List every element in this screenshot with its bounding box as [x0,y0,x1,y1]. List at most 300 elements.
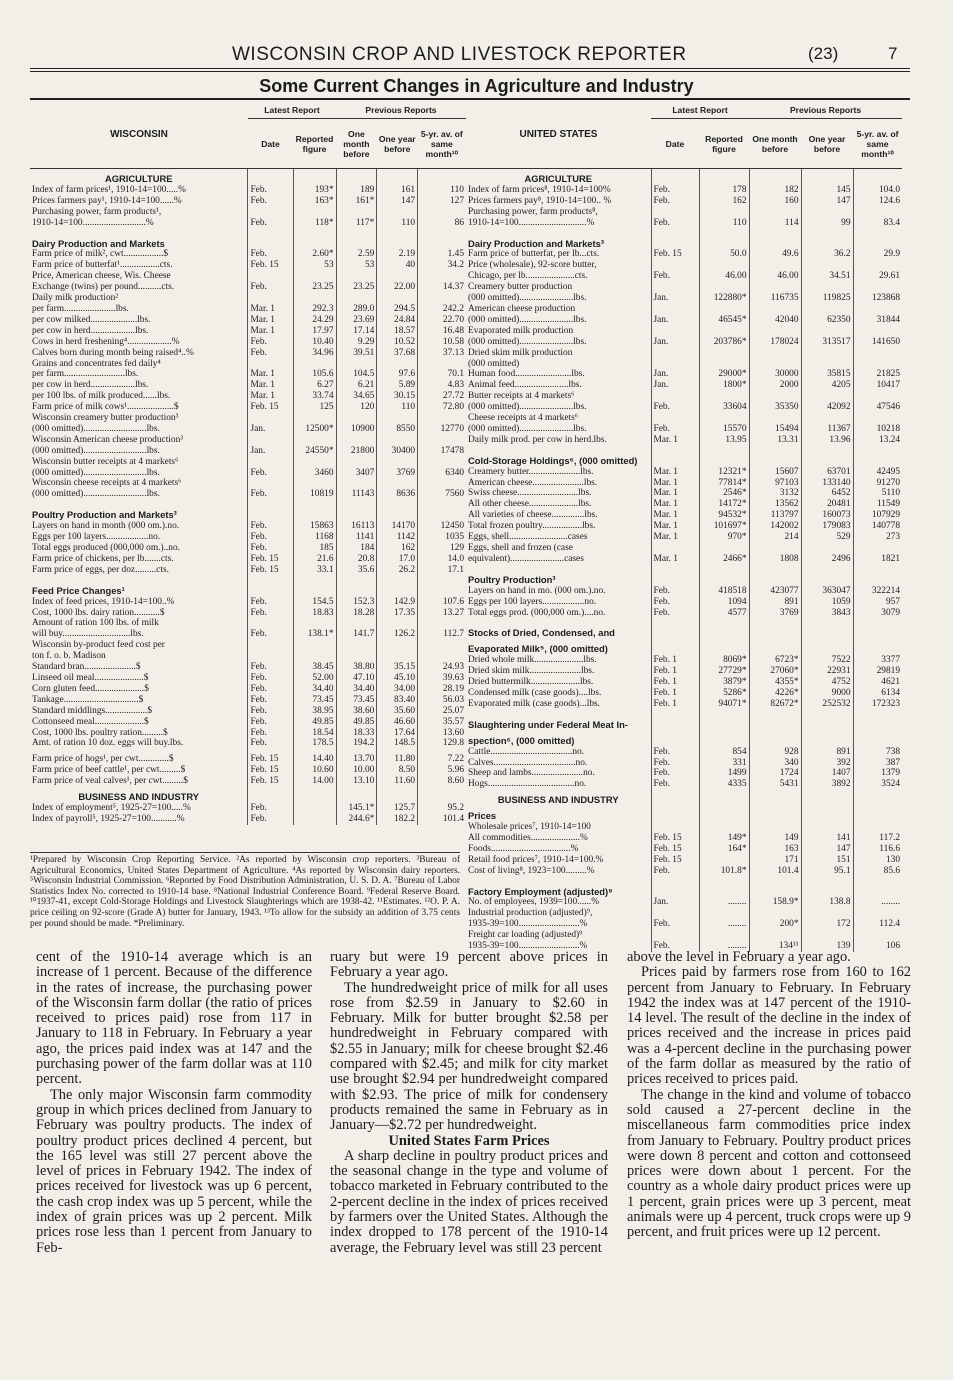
date-cell: Mar. 1 [651,499,699,510]
one-year-cell [377,169,418,185]
row-label: (000 omitted).......................lbs. [468,314,587,325]
one-year-cell: 24.84 [377,315,418,326]
row-label: will buy.............................lbs. [32,629,144,640]
reported-cell: 18.54 [293,728,336,739]
reported-cell: 970* [699,532,749,543]
table-row [466,326,902,337]
reported-cell [699,639,749,655]
one-year-cell [801,908,853,919]
reported-cell [293,803,336,814]
five-year-cell [853,543,902,554]
five-year-cell: 31844 [853,315,902,326]
five-year-cell [418,413,466,424]
row-label: Foods..................................% [468,843,579,854]
five-year-cell: 29.9 [853,249,902,260]
one-year-cell: 9000 [801,688,853,699]
table-row [30,457,466,468]
one-year-cell: 313517 [801,337,853,348]
five-year-cell: 1.45 [418,249,466,260]
row-label: Index of feed prices, 1910-14=100..% [32,596,175,607]
row-label: per farm..........................lbs. [32,369,139,380]
five-year-cell: 107929 [853,510,902,521]
reported-cell: 24.29 [293,315,336,326]
reported-cell [699,543,749,554]
five-year-cell [853,207,902,218]
reported-cell: 14.00 [293,776,336,787]
table-row [466,185,902,196]
five-year-cell: 14.0 [418,554,466,565]
date-cell [651,543,699,554]
date-cell: Feb. [248,348,293,359]
row-label: (000 omitted).......................lbs. [468,293,587,304]
one-year-cell: 5.89 [377,380,418,391]
five-year-cell: 6340 [418,468,466,479]
one-month-cell: 46.00 [749,271,801,282]
date-cell: Feb. 1 [651,655,699,666]
five-year-cell: 124.6 [853,196,902,207]
one-month-cell [749,260,801,271]
row-label: Dried skim milk production [468,347,573,358]
row-label: (000 omitted)...........................lbs. [32,445,160,456]
reported-cell: 163* [293,196,336,207]
five-year-cell [853,790,902,806]
one-year-cell: 35.15 [377,662,418,673]
one-year-cell: 392 [801,758,853,769]
row-label: (000 omitted)...........................lbs. [32,489,160,500]
one-month-cell: 13.70 [336,754,377,765]
date-cell [651,260,699,271]
reported-cell: 34.40 [293,684,336,695]
table-row [466,919,902,930]
one-month-cell: 82672* [749,699,801,710]
five-year-cell [853,282,902,293]
reported-cell [699,623,749,639]
row-label: Farm price of veal calves¹, per cwt.........$ [32,776,188,787]
one-month-cell [749,930,801,941]
one-month-cell: 6723* [749,655,801,666]
header-rule-2 [30,71,910,72]
table-row [30,304,466,315]
one-month-cell: 9.29 [336,337,377,348]
one-year-cell: 126.2 [377,629,418,640]
five-year-cell: 127 [418,196,466,207]
section-heading: AGRICULTURE [524,173,593,184]
row-label: Prices farmers pay⁸, 1910-14=100.. % [468,195,612,206]
section-heading: Evaporated Milk⁵, (000 omitted) [468,643,608,655]
reported-cell: 3460 [293,468,336,479]
row-label: Farm price of butterfat, per lb...cts. [468,249,600,260]
table-row [30,218,466,229]
one-month-cell [749,282,801,293]
reported-cell: 125 [293,402,336,413]
row-label: Total eggs prod. (000,000 om.)....no. [468,607,606,618]
row-label: Condensed milk (case goods)....lbs. [468,687,602,698]
five-year-cell: 129 [418,543,466,554]
date-cell [651,882,699,898]
one-month-cell: 178024 [749,337,801,348]
date-cell: Feb. [651,586,699,597]
five-year-cell [853,169,902,185]
one-year-cell: 147 [377,196,418,207]
section-heading: Dairy Production and Markets³ [468,237,604,249]
row-label: Daily milk prod. per cow in herd.lbs. [468,434,607,445]
row-label: Retail food prices⁷, 1910-14=100.% [468,854,604,865]
section-row [466,731,902,747]
one-month-cell: 423077 [749,586,801,597]
row-label: All commodities.....................% [468,832,588,843]
title-rule [30,98,910,100]
one-month-cell [336,618,377,629]
one-month-cell: 244.6* [336,814,377,825]
reported-cell: 138.1* [293,629,336,640]
row-label: Grains and concentrates fed daily⁴ [32,358,161,369]
one-month-cell: 27060* [749,666,801,677]
row-label: Dried skim milk......................lbs. [468,666,595,677]
one-month-cell: 49.85 [336,717,377,728]
table-row [30,249,466,260]
one-year-cell [801,348,853,359]
one-month-cell: 289.0 [336,304,377,315]
five-year-cell: 12450 [418,521,466,532]
row-label: Amount of ration 100 lbs. of milk [32,618,159,629]
table-row [30,402,466,413]
one-month-cell: 47.10 [336,673,377,684]
table-row [466,521,902,532]
date-cell: Feb. 15 [651,249,699,260]
date-cell: Feb. [651,608,699,619]
one-year-cell [377,618,418,629]
one-month-cell: 23.69 [336,315,377,326]
date-cell [248,787,293,803]
row-label: Farm price of beef cattle¹, per cwt.........$ [32,765,186,776]
table-row [30,662,466,673]
section-title: Some Current Changes in Agriculture and Industry [259,76,694,96]
table-row [466,282,902,293]
one-year-cell: 133140 [801,478,853,489]
one-year-cell: 18.57 [377,326,418,337]
row-label: Wisconsin by-product feed cost per [32,640,165,651]
one-month-cell [749,908,801,919]
row-label: Cost, 1000 lbs. dairy ration...........$ [32,607,165,618]
one-month-cell [336,293,377,304]
date-cell [651,715,699,731]
reported-cell [699,930,749,941]
date-cell: Feb. 1 [651,699,699,710]
table-row [466,380,902,391]
five-year-cell: 123868 [853,293,902,304]
five-year-cell: 37.13 [418,348,466,359]
five-year-cell: 106 [853,941,902,952]
row-label: Eggs per 100 layers..................no. [468,596,597,607]
date-cell [651,207,699,218]
date-cell: Feb. [248,728,293,739]
one-month-cell: 891 [749,597,801,608]
one-month-cell [749,882,801,898]
five-year-cell: 738 [853,747,902,758]
five-year-cell: 6134 [853,688,902,699]
date-cell: Feb. [651,747,699,758]
one-month-cell: 10900 [336,424,377,435]
table-row [30,435,466,446]
one-year-cell: 179083 [801,521,853,532]
section-row [466,715,902,731]
date-cell: Jan. [248,424,293,435]
date-cell: Feb. [248,543,293,554]
row-label: All other cheese.....................lbs. [468,499,592,510]
five-year-cell [853,908,902,919]
row-label: Wisconsin butter receipts at 4 markets⁶ [32,456,179,467]
one-year-cell: 35815 [801,369,853,380]
date-cell [248,618,293,629]
five-year-cell: 957 [853,597,902,608]
one-year-cell: 162 [377,543,418,554]
reported-cell: 14172* [699,499,749,510]
one-month-cell [749,348,801,359]
row-label: Standard bran......................$ [32,662,141,673]
five-year-cell: 1035 [418,532,466,543]
one-year-cell [801,930,853,941]
row-label: Cost of living⁸, 1923=100.........% [468,865,595,876]
one-year-cell: 172 [801,919,853,930]
table-row [466,688,902,699]
wisconsin-table-body [30,169,466,825]
row-label: Tankage................................$ [32,694,144,705]
date-cell: Feb. [651,941,699,952]
row-label: Index of payroll⁵, 1925-27=100...........% [32,813,185,824]
one-month-cell: 15607 [749,467,801,478]
reported-cell [293,581,336,597]
table-row [30,803,466,814]
five-year-cell [418,271,466,282]
section-row [30,787,466,803]
one-month-cell [336,478,377,489]
five-year-cell: 273 [853,532,902,543]
reported-cell: 2466* [699,554,749,565]
five-year-cell [418,787,466,803]
one-month-cell: 116735 [749,293,801,304]
row-label: Hogs.....................................no. [468,779,587,790]
reported-cell: 164* [699,844,749,855]
one-month-cell [336,207,377,218]
five-year-cell: 56.03 [418,695,466,706]
reported-cell: 2546* [699,488,749,499]
page-number: 7 [888,44,898,63]
text-column-3 [627,950,911,1241]
table-row [466,908,902,919]
one-year-cell [801,731,853,747]
one-year-cell [801,207,853,218]
reported-cell: 38.95 [293,706,336,717]
table-row [30,369,466,380]
one-year-cell [377,293,418,304]
row-label: American cheese production [468,303,576,314]
table-row [466,499,902,510]
one-year-cell: 17.64 [377,728,418,739]
date-cell [651,413,699,424]
date-cell: Feb. 15 [651,844,699,855]
five-year-cell: 72.80 [418,402,466,413]
one-month-cell [749,326,801,337]
reported-cell [293,618,336,629]
one-year-cell: 119825 [801,293,853,304]
one-month-cell [749,822,801,833]
reported-cell: 33604 [699,402,749,413]
reported-cell: 38.45 [293,662,336,673]
five-year-cell [853,806,902,822]
latest-report-header: Latest Report [248,102,336,119]
date-cell: Feb. [248,521,293,532]
one-month-cell [336,169,377,185]
reported-cell [699,882,749,898]
reported-cell: 94071* [699,699,749,710]
five-year-cell [418,505,466,521]
date-cell [248,271,293,282]
one-year-cell: 1059 [801,597,853,608]
date-cell: Jan. [248,446,293,457]
reported-cell: 46.00 [699,271,749,282]
date-cell: Feb. [248,673,293,684]
five-year-cell: 11549 [853,499,902,510]
one-year-cell [377,359,418,370]
reported-cell [699,570,749,586]
reported-cell [293,359,336,370]
reported-cell [699,169,749,185]
one-month-cell [336,640,377,651]
table-row [466,207,902,218]
row-label: 1910-14=100...........................% [32,217,154,228]
five-year-cell [853,715,902,731]
one-month-cell [749,543,801,554]
one-year-cell [801,822,853,833]
section-heading: AGRICULTURE [104,173,173,184]
five-year-cell [418,293,466,304]
table-row [30,337,466,348]
latest-report-header: Latest Report [651,102,749,119]
reported-cell: 178 [699,185,749,196]
one-month-cell: 17.14 [336,326,377,337]
reported-cell [293,814,336,825]
reported-cell: 27729* [699,666,749,677]
date-cell: Feb. [248,608,293,619]
section-heading: United States Farm Prices [388,1132,550,1149]
one-year-cell [377,234,418,250]
one-month-cell: 104.5 [336,369,377,380]
one-year-cell: 4205 [801,380,853,391]
one-year-cell: 95.1 [801,866,853,877]
reported-cell: 34.96 [293,348,336,359]
one-year-cell [377,413,418,424]
table-row [466,467,902,478]
paragraph: The hundredweight price of milk for all uses rose from $2.59 in January to $2.60 in February. Milk for butter brought $2.58 per hundredweight in February compared with $2.55 in January; milk for cheese brought $2.46 compared with $2.45; and milk for city market use brought $2.94 per hundredweight compared with $2.93. The price of milk for condensery products remained the same in February as in January—$2.72 per hundredweight. [330,979,608,1134]
one-month-cell: 13562 [749,499,801,510]
section-row [466,451,902,467]
footnotes: ¹Prepared by Wisconsin Crop Reporting Service. ²As reported by Wisconsin crop reporters. ³Bureau of Agricultural Economics, United States Department of Agriculture. ⁴As reported by Wisconsin dairy reporters. ⁵Wisconsin Industrial Commission. ⁶Reported by Food Distribution Administration, U. S. D. A. ⁷Bureau of Labor Statistics Index No. corrected to 1910-14 base. ⁸National Industrial Conference Board. ⁹Federal Reserve Board. ¹⁰1937-41, except Cold-Storage Holdings and Livestock Slaughterings which are 1938-42. ¹¹Estimates. ¹²O. P. A. price ceiling on 92-score (Grade A) butter for January, 1943. ¹³To allow for the subsidy an addition of 3.75 cents per pound should be made. *Preliminary. [30,852,460,929]
one-year-cell: 83.40 [377,695,418,706]
date-cell: Feb. [651,271,699,282]
table-row [466,488,902,499]
one-month-cell: 161* [336,196,377,207]
five-year-cell [853,260,902,271]
one-month-cell [749,391,801,402]
one-year-cell: 147 [801,196,853,207]
reported-cell: 1800* [699,380,749,391]
row-label: Freight car loading (adjusted)⁹ [468,930,583,941]
reported-cell: 185 [293,543,336,554]
row-label: Cattle...................................no. [468,746,585,757]
date-cell: Mar. 1 [651,554,699,565]
date-cell: Feb. 15 [651,855,699,866]
row-label: (000 omitted).......................lbs. [468,423,587,434]
date-cell: Mar. 1 [651,510,699,521]
row-label: American cheese......................lbs. [468,477,598,488]
one-year-cell: 11.80 [377,754,418,765]
five-year-cell: 83.4 [853,218,902,229]
one-year-cell: 6452 [801,488,853,499]
five-year-cell: 1821 [853,554,902,565]
reported-cell: 18.83 [293,608,336,619]
row-label: Wholesale prices⁷, 1910-14=100 [468,822,591,833]
one-month-cell [749,806,801,822]
one-year-cell [801,169,853,185]
date-cell: Feb. 15 [248,754,293,765]
row-label: Purchasing power, farm products⁸, [468,206,598,217]
one-year-cell: 148.5 [377,738,418,749]
one-month-cell: 2000 [749,380,801,391]
five-year-cell [853,639,902,655]
date-cell: Feb. [651,866,699,877]
region-header: UNITED STATES [466,102,651,169]
one-year-cell [801,639,853,655]
date-cell: Feb. 1 [651,688,699,699]
one-year-cell [801,623,853,639]
row-label: equivalent).......................cases [468,553,584,564]
five-year-cell [853,570,902,586]
one-year-cell: 22931 [801,666,853,677]
reported-cell [699,348,749,359]
date-cell: Feb. [248,738,293,749]
five-year-cell [853,359,902,370]
table-row [30,391,466,402]
one-year-cell: 42092 [801,402,853,413]
reported-cell: 154.5 [293,597,336,608]
reported-cell: 149* [699,833,749,844]
one-year-cell: 3892 [801,779,853,790]
table-row [466,586,902,597]
one-month-cell: 184 [336,543,377,554]
date-cell [651,570,699,586]
one-year-cell [377,435,418,446]
table-row [466,196,902,207]
row-label: Farm price of butterfat¹.................cts. [32,260,173,271]
reported-cell: 46545* [699,315,749,326]
reported-cell: ........ [699,897,749,908]
one-year-cell: 8636 [377,489,418,500]
row-label: Farm price of chickens, per lb.......cts. [32,553,174,564]
one-month-cell: 13.10 [336,776,377,787]
one-month-cell: 53 [336,260,377,271]
five-year-cell: 107.6 [418,597,466,608]
one-year-cell [377,271,418,282]
date-cell: Feb. [248,489,293,500]
row-label: All varieties of cheese..............lbs. [468,510,598,521]
date-cell: Mar. 1 [651,435,699,446]
section-heading: Factory Employment (adjusted)⁹ [468,885,613,897]
reported-cell: 418518 [699,586,749,597]
one-year-cell: 1407 [801,768,853,779]
table-row [30,738,466,749]
date-cell: Mar. 1 [248,315,293,326]
one-month-cell [749,169,801,185]
